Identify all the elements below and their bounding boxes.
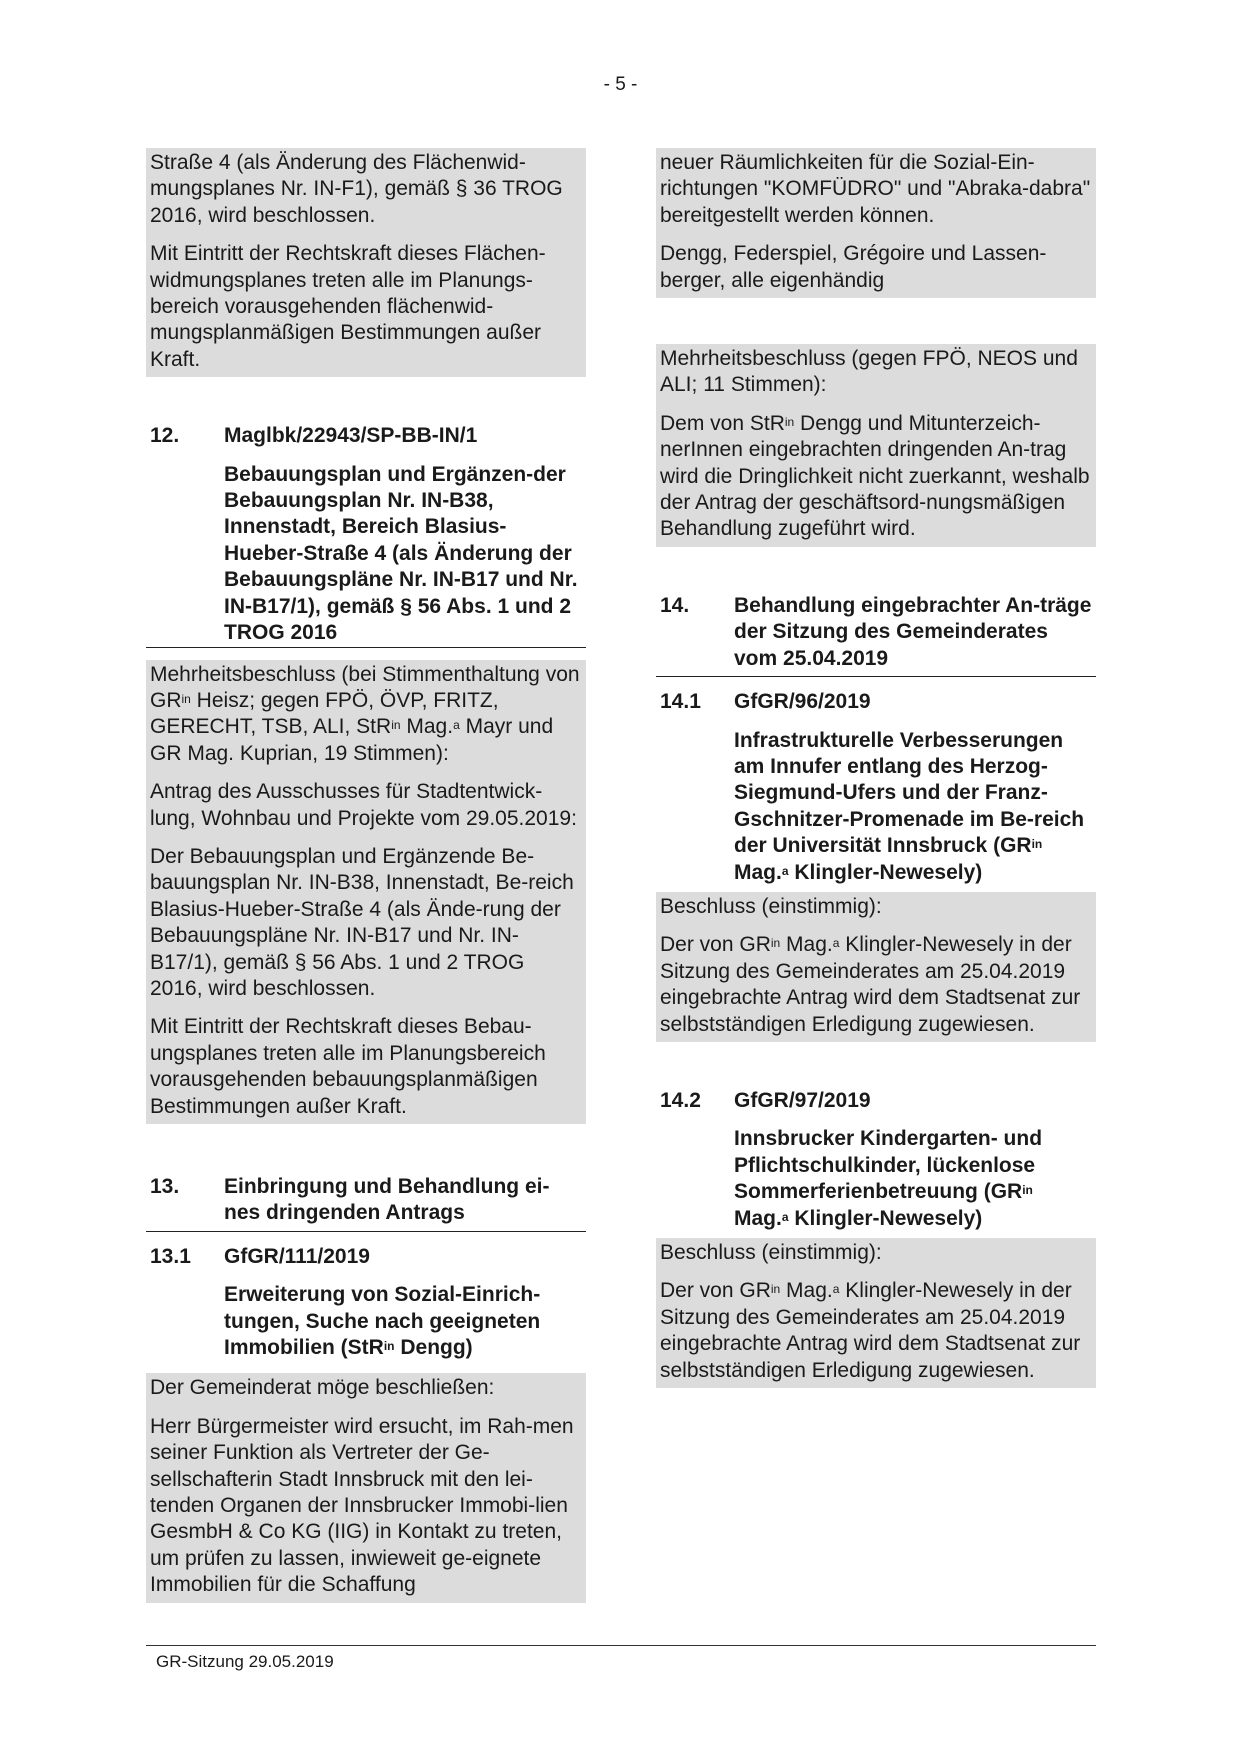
motion-box xyxy=(656,148,1096,298)
resolution-box xyxy=(146,660,586,1125)
paragraph: Der von $GR^{in}$ Mag.$^a$ Klingler-Newesely in der Sitzung des Gemeinderates am 25.04.2019 eingebrachte Antrag wird dem Stadtsenat zur selbstständigen Erledigung zugewiesen. xyxy=(660,1279,1081,1382)
left-column xyxy=(146,148,586,1603)
vote-result: Beschluss (einstimmig): xyxy=(660,1241,882,1264)
item-number: 14.2 xyxy=(660,1088,701,1112)
item-number: 13.1 xyxy=(150,1244,191,1268)
item-number: 14.1 xyxy=(660,690,701,714)
paragraph: Straße 4 (als Änderung des Flächenwid-mungsplanes Nr. IN-F1), gemäß § 36 TROG 2016, wird beschlossen. xyxy=(150,151,563,227)
agenda-item-13 xyxy=(146,1174,586,1232)
item-code: GfGR/96/2019 xyxy=(734,690,871,714)
agenda-item-14 xyxy=(656,593,1096,677)
vote-result: Mehrheitsbeschluss (gegen FPÖ, NEOS und ALI; 11 Stimmen): xyxy=(660,347,1078,397)
paragraph: Mit Eintritt der Rechtskraft dieses Flächen-widmungsplanes treten alle im Planungs-bereich vorausgehenden flächenwid-mungsplanmäßigen Bestimmungen außer Kraft. xyxy=(150,242,546,371)
item-number: 13. xyxy=(150,1175,180,1198)
motion-box xyxy=(146,1373,586,1602)
item-title: Bebauungsplan und Ergänzen-der Bebauungsplan Nr. IN-B38, Innenstadt, Bereich Blasius-Hueber-Straße 4 (als Änderung der Bebauungspläne Nr. IN-B17 und Nr. IN-B17/1), gemäß § 56 Abs. 1 und 2 TROG 2016 xyxy=(146,462,586,648)
resolution-box xyxy=(146,148,586,377)
item-number: 14. xyxy=(660,593,690,617)
paragraph: Der Gemeinderat möge beschließen: xyxy=(150,1376,495,1400)
paragraph: neuer Räumlichkeiten für die Sozial-Ein-richtungen "KOMFÜDRO" und "Abraka-dabra" bereitgestellt werden können. xyxy=(660,151,1091,227)
item-code: Maglbk/22943/SP-BB-IN/1 xyxy=(224,424,478,448)
footer-divider xyxy=(146,1645,1096,1646)
vote-result: Mehrheitsbeschluss (bei Stimmenthaltung von $GR^{in}$ Heisz; gegen FPÖ, ÖVP, FRITZ, GERECHT, TSB, ALI, StR$^{in}$ Mag.$^a$ Mayr und GR Mag. Kuprian, 19 Stimmen): xyxy=(150,662,580,765)
agenda-item-12 xyxy=(146,423,586,449)
right-column xyxy=(656,148,1096,1388)
page-number: - 5 - xyxy=(603,74,638,95)
resolution-box xyxy=(656,892,1096,1042)
paragraph: Antrag des Ausschusses für Stadtentwick-lung, Wohnbau und Projekte vom 29.05.2019: xyxy=(150,780,577,830)
footer: GR-Sitzung 29.05.2019 xyxy=(156,1652,334,1671)
resolution-box xyxy=(656,1238,1096,1388)
agenda-item-13-1 xyxy=(146,1244,586,1270)
item-code: GfGR/111/2019 xyxy=(224,1244,370,1268)
item-title: Infrastrukturelle Verbesserungen am Innufer entlang des Herzog-Siegmund-Ufers und der Franz-Gschnitzer-Promenade im Be-reich der Universität Innsbruck ($GR^{in}$ Mag.$^a$ Klingler-Newesely) xyxy=(734,728,1085,884)
paragraph: Der Bebauungsplan und Ergänzende Be-bauungsplan Nr. IN-B38, Innenstadt, Be-reich Blasius-Hueber-Straße 4 (als Ände-rung der Bebauungspläne Nr. IN-B17 und Nr. IN-B17/1), gemäß § 56 Abs. 1 und 2 TROG 2016, wird beschlossen. xyxy=(150,844,574,1000)
agenda-item-14-1 xyxy=(656,689,1096,715)
item-code: GfGR/97/2019 xyxy=(734,1088,871,1112)
paragraph: Der von $GR^{in}$ Mag.$^a$ Klingler-Newesely in der Sitzung des Gemeinderates am 25.04.2019 eingebrachte Antrag wird dem Stadtsenat zur selbstständigen Erledigung zugewiesen. xyxy=(660,933,1081,1036)
item-title: Einbringung und Behandlung ei-nes dringenden Antrags xyxy=(224,1175,550,1225)
paragraph: Dem von StR$^{in}$ Dengg und Mitunterzeich-nerInnen eingebrachten dringenden An-trag wird die Dringlichkeit nicht zuerkannt, weshalb der Antrag der geschäftsord-nungsmäßigen Behandlung zugeführt wird. xyxy=(660,411,1090,541)
item-title: Erweiterung von Sozial-Einrich-tungen, Suche nach geeigneten Immobilien (StR$^{in}$ Dengg) xyxy=(224,1283,541,1360)
paragraph: Herr Bürgermeister wird ersucht, im Rah-men seiner Funktion als Vertreter der Ge-sellschafterin Stadt Innsbruck mit den lei-tenden Organen der Innsbrucker Immobi-lien GesmbH & Co KG (IIG) in Kontakt zu treten, um prüfen zu lassen, inwieweit ge-eignete Immobilien für die Schaffung xyxy=(150,1414,574,1597)
item-number: 12. xyxy=(150,424,180,448)
item-title: Behandlung eingebrachter An-träge der Sitzung des Gemeinderates vom 25.04.2019 xyxy=(734,593,1092,670)
paragraph: Dengg, Federspiel, Grégoire und Lassen-berger, alle eigenhändig xyxy=(660,242,1047,292)
paragraph: Mit Eintritt der Rechtskraft dieses Bebau-ungsplanes treten alle im Planungsbereich vorausgehenden bebauungsplanmäßigen Bestimmungen außer Kraft. xyxy=(150,1015,546,1118)
resolution-box xyxy=(656,344,1096,547)
item-title: Innsbrucker Kindergarten- und Pflichtschulkinder, lückenlose Sommerferienbetreuung ($GR^{in}$ Mag.$^a$ Klingler-Newesely) xyxy=(734,1127,1043,1230)
vote-result: Beschluss (einstimmig): xyxy=(660,894,882,918)
agenda-item-14-2 xyxy=(656,1088,1096,1114)
